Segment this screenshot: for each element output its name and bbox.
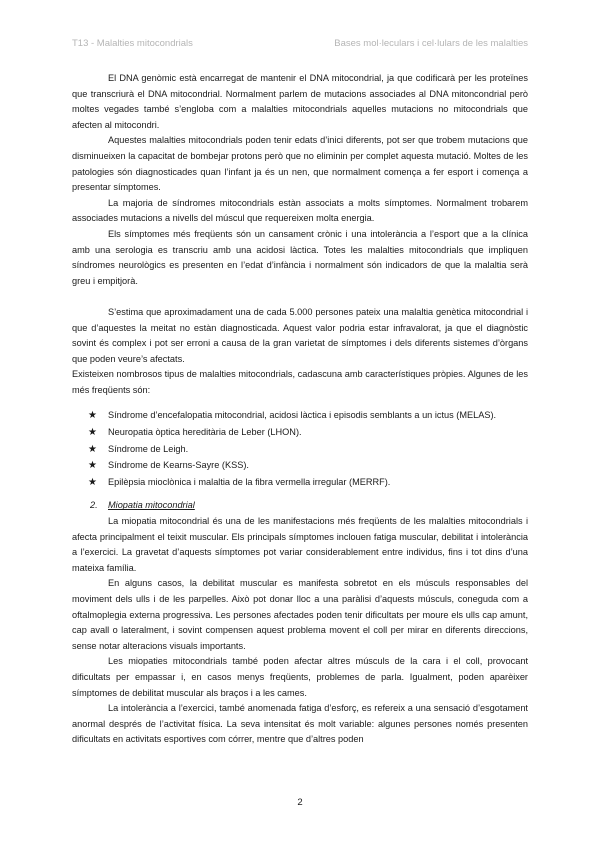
list-item-text: Síndrome d’encefalopatia mitocondrial, acidosi làctica i episodis semblants a un ictus (MELAS). <box>108 410 497 421</box>
paragraph: La intolerància a l’exercici, també anomenada fatiga d’esforç, es refereix a una sensació d’esgotament anormal després de l’activitat física. La seva intensitat és molt variable: algunes persones només presenten dificultats en activitats esportives com córrer, mentre que d’altres poden <box>72 703 528 745</box>
star-icon: ★ <box>88 476 97 488</box>
page-header <box>72 38 528 52</box>
header-right-title: Bases mol·leculars i cel·lulars de les malalties <box>334 38 528 49</box>
star-icon: ★ <box>88 427 97 439</box>
star-icon: ★ <box>88 410 97 422</box>
spacer <box>72 289 528 305</box>
paragraph: La majoria de síndromes mitocondrials estàn associats a molts símptomes. Normalment trobarem associades mutacions a nivells del múscul que requereixen molta energia. <box>72 197 528 224</box>
header-left-title: T13 - Malalties mitocondrials <box>72 38 193 49</box>
paragraph: S’estima que aproximadament una de cada 5.000 persones pateix una malaltia genètica mitocondrial i que d’aquestes la meitat no estàn diagnosticada. Aquest valor podria estar infravalorat, ja que el diagnòstic sovint és complex i pot ser erroni a causa de la gran varietat de símptomes i dels diferents sistemes d’òrgans que poden veure’s afectats. <box>72 306 528 364</box>
paragraph: El DNA genòmic està encarregat de mantenir el DNA mitocondrial, ja que codificarà per les proteïnes que transcriurà el DNA mitocondrial. Normalment parlem de mutacions associades al DNA mitoncondrial però moltes vegades també s’engloba com a malalties mitocondrials aquelles mutacions no mitocondrials que afecten al mitocondri. <box>72 73 528 130</box>
list-item <box>72 408 528 424</box>
section-number: 2. <box>90 500 98 511</box>
list-item-text: Síndrome de Leigh. <box>108 443 189 454</box>
list-item-text: Neuropatia òptica hereditària de Leber (LHON). <box>108 427 302 438</box>
paragraph: Els símptomes més freqüents són un cansament crònic i una intolerància a l’esport que a la clínica amb una serologia es transcriu amb una acidosi làctica. Totes les malalties mitocondrials que impliquen síndromes neurològics es presenten en l’edat d’infància i normalment són indicadors de que la malaltia serà greu i empitjorà. <box>72 228 528 286</box>
list-item-text: Síndrome de Kearns-Sayre (KSS). <box>108 460 249 471</box>
document-body <box>72 71 528 748</box>
list-item <box>72 458 528 474</box>
paragraph: La miopatia mitocondrial és una de les manifestacions més freqüents de les malalties mitocondrials i afecta principalment el teixit muscular. Els principals símptomes inclouen fatiga muscular, debilitat i intolerància a l’exercici. La gravetat d’aquests símptomes pot variar considerablement entre individus, fins i tot dins d’una mateixa família. <box>72 516 528 573</box>
section-heading <box>72 498 528 514</box>
list-item <box>72 475 528 491</box>
star-icon: ★ <box>88 443 97 455</box>
page-number: 2 <box>297 797 303 808</box>
list-item <box>72 442 528 458</box>
paragraph: En alguns casos, la debilitat muscular es manifesta sobretot en els músculs responsables del moviment dels ulls i de les parpelles. Això pot donar lloc a una paràlisi d’aquests músculs, coneguda com a oftalmoplegia externa progressiva. Les persones afectades poden tenir dificultats per moure els ulls cap amunt, cap avall o lateralment, i sovint compensen aquest problema movent el coll per mirar en diferents direccions, sense notar alteracions visuals importants. <box>72 578 528 651</box>
star-icon: ★ <box>88 460 97 472</box>
paragraph: Aquestes malalties mitocondrials poden tenir edats d’inici diferents, pot ser que trobem mutacions que disminueixen la capacitat de bombejar protons però que no eliminin per complet aquesta mutació. Moltes de les patologies són diagnosticades quan l’infant ja és un nen, que normalment comença a fer esport i comença a presentar símptomes. <box>72 135 528 193</box>
list-item-text: Epilèpsia mioclònica i malaltia de la fibra vermella irregular (MERRF). <box>108 476 391 487</box>
paragraph: Existeixen nombrosos tipus de malalties mitocondrials, cadascuna amb característiques pròpies. Algunes de les més freqüents són: <box>72 369 528 395</box>
section-title: Miopatia mitocondrial <box>108 500 195 511</box>
paragraph: Les miopaties mitocondrials també poden afectar altres músculs de la cara i el coll, provocant dificultats per empassar i, en casos menys freqüents, problemes de parla. Igualment, poden aparèixer símptomes de debilitat muscular als braços i a les cames. <box>72 656 528 698</box>
syndrome-list <box>72 408 528 490</box>
list-item <box>72 425 528 441</box>
